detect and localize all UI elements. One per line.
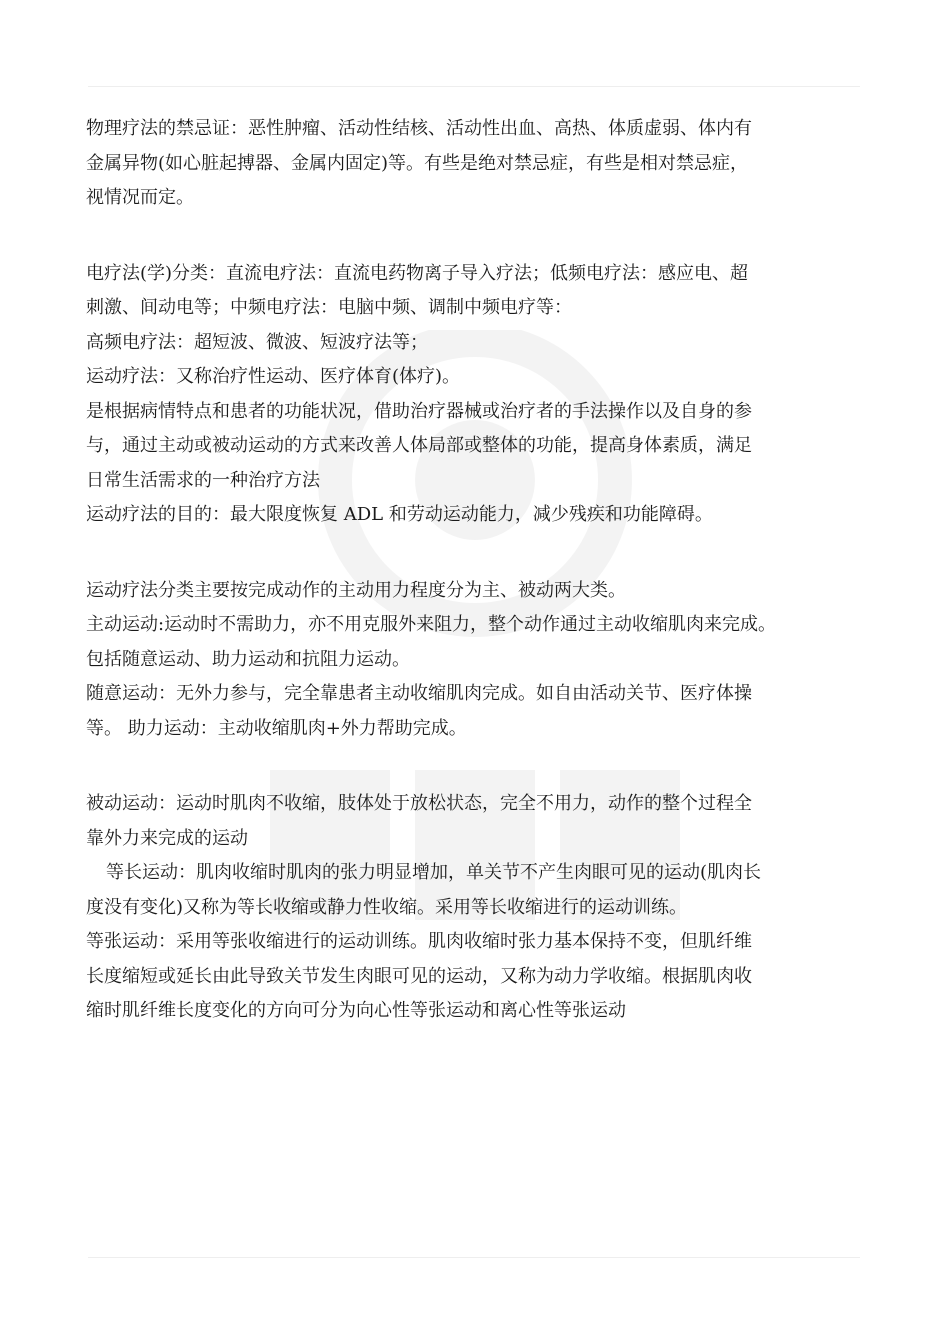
text-line: 高频电疗法：超短波、微波、短波疗法等； — [86, 331, 428, 353]
text-line: 电疗法(学)分类：直流电疗法：直流电药物离子导入疗法；低频电疗法：感应电、超 — [86, 262, 749, 284]
paragraph-exercise-classification — [86, 574, 876, 747]
text-line: 运动疗法的目的：最大限度恢复 ADL 和劳动运动能力，减少残疾和功能障碍。 — [86, 504, 713, 525]
text-line: 随意运动：无外力参与，完全靠患者主动收缩肌肉完成。如自由活动关节、医疗体操 — [86, 683, 752, 704]
paragraph-electrotherapy — [86, 257, 876, 533]
text-line: 视情况而定。 — [86, 187, 194, 208]
text-line: 是根据病情特点和患者的功能状况，借助治疗器械或治疗者的手法操作以及自身的参 — [86, 400, 752, 422]
paragraph-gap — [86, 746, 876, 787]
document-body — [86, 112, 876, 1029]
text-line: 度没有变化)又称为等长收缩或静力性收缩。采用等长收缩进行的运动训练。 — [86, 896, 688, 918]
text-line: 等张运动：采用等张收缩进行的运动训练。肌肉收缩时张力基本保持不变，但肌纤维 — [86, 931, 752, 952]
text-line: 金属异物(如心脏起搏器、金属内固定)等。有些是绝对禁忌症，有些是相对禁忌症， — [86, 152, 749, 174]
paragraph-gap — [86, 533, 876, 574]
text-line: 日常生活需求的一种治疗方法 — [86, 469, 320, 491]
paragraph-passive-isometric-isotonic — [86, 787, 876, 1029]
text-line: 等长运动：肌肉收缩时肌肉的张力明显增加，单关节不产生肉眼可见的运动(肌肉长 — [106, 862, 762, 883]
text-line: 与，通过主动或被动运动的方式来改善人体局部或整体的功能，提高身体素质，满足 — [86, 435, 752, 456]
text-line: 长度缩短或延长由此导致关节发生肉眼可见的运动，又称为动力学收缩。根据肌肉收 — [86, 965, 752, 987]
text-line: 靠外力来完成的运动 — [86, 827, 248, 849]
text-line: 主动运动:运动时不需助力，亦不用克服外来阻力，整个动作通过主动收缩肌肉来完成。 — [86, 614, 777, 635]
paragraph-contraindications — [86, 112, 876, 216]
header-rule — [88, 86, 860, 87]
text-line: 被动运动：运动时肌肉不收缩，肢体处于放松状态，完全不用力，动作的整个过程全 — [86, 793, 752, 814]
text-line: 包括随意运动、助力运动和抗阻力运动。 — [86, 648, 410, 670]
text-line: 缩时肌纤维长度变化的方向可分为向心性等张运动和离心性等张运动 — [86, 1000, 626, 1021]
text-line: 物理疗法的禁忌证：恶性肿瘤、活动性结核、活动性出血、高热、体质虚弱、体内有 — [86, 118, 752, 139]
footer-rule — [88, 1257, 860, 1258]
text-line: 运动疗法分类主要按完成动作的主动用力程度分为主、被动两大类。 — [86, 579, 626, 601]
paragraph-gap — [86, 216, 876, 257]
text-line: 运动疗法：又称治疗性运动、医疗体育(体疗)。 — [86, 366, 461, 387]
text-line: 等。 助力运动：主动收缩肌肉+外力帮助完成。 — [86, 717, 467, 739]
text-line: 刺激、间动电等；中频电疗法：电脑中频、调制中频电疗等： — [86, 297, 572, 318]
